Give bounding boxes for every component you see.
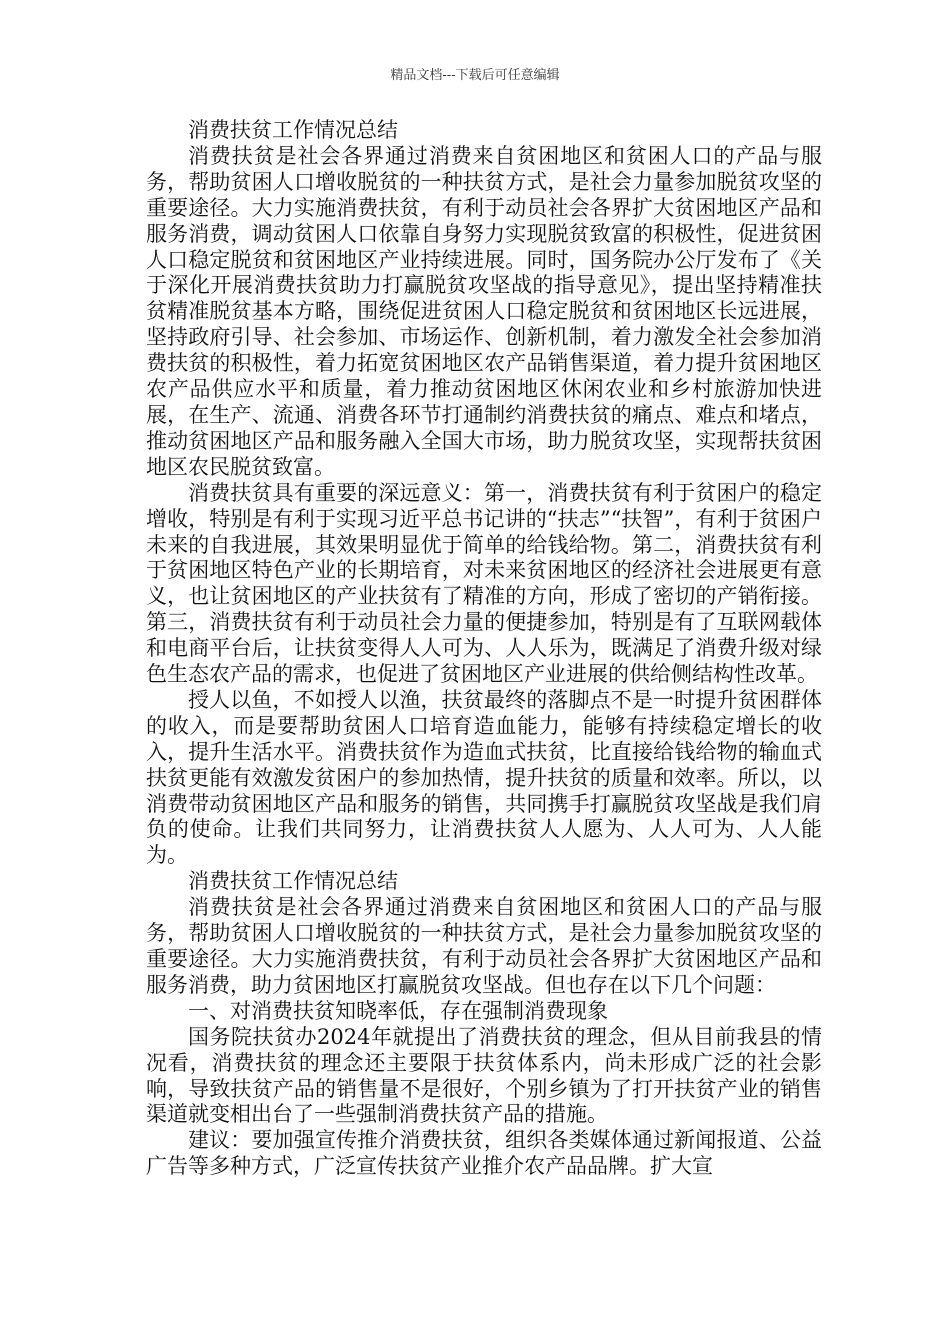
body-paragraph: 消费扶贫是社会各界通过消费来自贫困地区和贫困人口的产品与服务，帮助贫困人口增收脱贫的一种扶贫方式，是社会力量参加脱贫攻坚的重要途径。大力实施消费扶贫，有利于动员社会各界扩大贫困地区产品和服务消费，助力贫困地区打赢脱贫攻坚战。但也存在以下几个问题：	[146, 895, 822, 997]
body-paragraph: 国务院扶贫办2024年就提出了消费扶贫的理念，但从目前我县的情况看，消费扶贫的理念还主要限于扶贫体系内，尚未形成广泛的社会影响，导致扶贫产品的销售量不是很好，个别乡镇为了打开扶贫产业的销售渠道就变相出台了一些强制消费扶贫产品的措施。	[146, 1024, 822, 1127]
page-header: 精品文档---下载后可任意编辑	[390, 68, 560, 83]
body-paragraph: 授人以鱼，不如授人以渔，扶贫最终的落脚点不是一时提升贫困群体的收入，而是要帮助贫困人口培育造血能力，能够有持续稳定增长的收入，提升生活水平。消费扶贫作为造血式扶贫，比直接给钱给物的输血式扶贫更能有效激发贫困户的参加热情，提升扶贫的质量和效率。所以，以消费带动贫困地区产品和服务的销售，共同携手打赢脱贫攻坚战是我们肩负的使命。让我们共同努力，让消费扶贫人人愿为、人人可为、人人能为。	[146, 687, 822, 868]
subsection-heading: 一、对消费扶贫知晓率低，存在强制消费现象	[188, 998, 608, 1023]
body-paragraph: 建议：要加强宣传推介消费扶贫，组织各类媒体通过新闻报道、公益广告等多种方式，广泛宣传扶贫产业推介农产品品牌。扩大宣	[146, 1128, 822, 1179]
section-title: 消费扶贫工作情况总结	[188, 118, 398, 142]
body-paragraph: 消费扶贫具有重要的深远意义：第一，消费扶贫有利于贫困户的稳定增收，特别是有利于实现习近平总书记讲的“扶志”“扶智”，有利于贫困户未来的自我进展，其效果明显优于简单的给钱给物。第二，消费扶贫有利于贫困地区特色产业的长期培育，对未来贫困地区的经济社会进展更有意义，也让贫困地区的产业扶贫有了精准的方向，形成了密切的产销衔接。第三，消费扶贫有利于动员社会力量的便捷参加，特别是有了互联网载体和电商平台后，让扶贫变得人人可为、人人乐为，既满足了消费升级对绿色生态农产品的需求，也促进了贫困地区产业进展的供给侧结构性改革。	[146, 480, 822, 687]
body-paragraph: 消费扶贫是社会各界通过消费来自贫困地区和贫困人口的产品与服务，帮助贫困人口增收脱贫的一种扶贫方式，是社会力量参加脱贫攻坚的重要途径。大力实施消费扶贫，有利于动员社会各界扩大贫困地区产品和服务消费，调动贫困人口依靠自身努力实现脱贫致富的积极性，促进贫困人口稳定脱贫和贫困地区产业持续进展。同时，国务院办公厅发布了《关于深化开展消费扶贫助力打赢脱贫攻坚战的指导意见》，提出坚持精准扶贫精准脱贫基本方略，围绕促进贫困人口稳定脱贫和贫困地区长远进展，坚持政府引导、社会参加、市场运作、创新机制，着力激发全社会参加消费扶贫的积极性，着力拓宽贫困地区农产品销售渠道，着力提升贫困地区农产品供应水平和质量，着力推动贫困地区休闲农业和乡村旅游加快进展，在生产、流通、消费各环节打通制约消费扶贫的痛点、难点和堵点，推动贫困地区产品和服务融入全国大市场，助力脱贫攻坚，实现帮扶贫困地区农民脱贫致富。	[146, 143, 822, 479]
document-body	[146, 118, 822, 1180]
section-title: 消费扶贫工作情况总结	[188, 869, 398, 894]
